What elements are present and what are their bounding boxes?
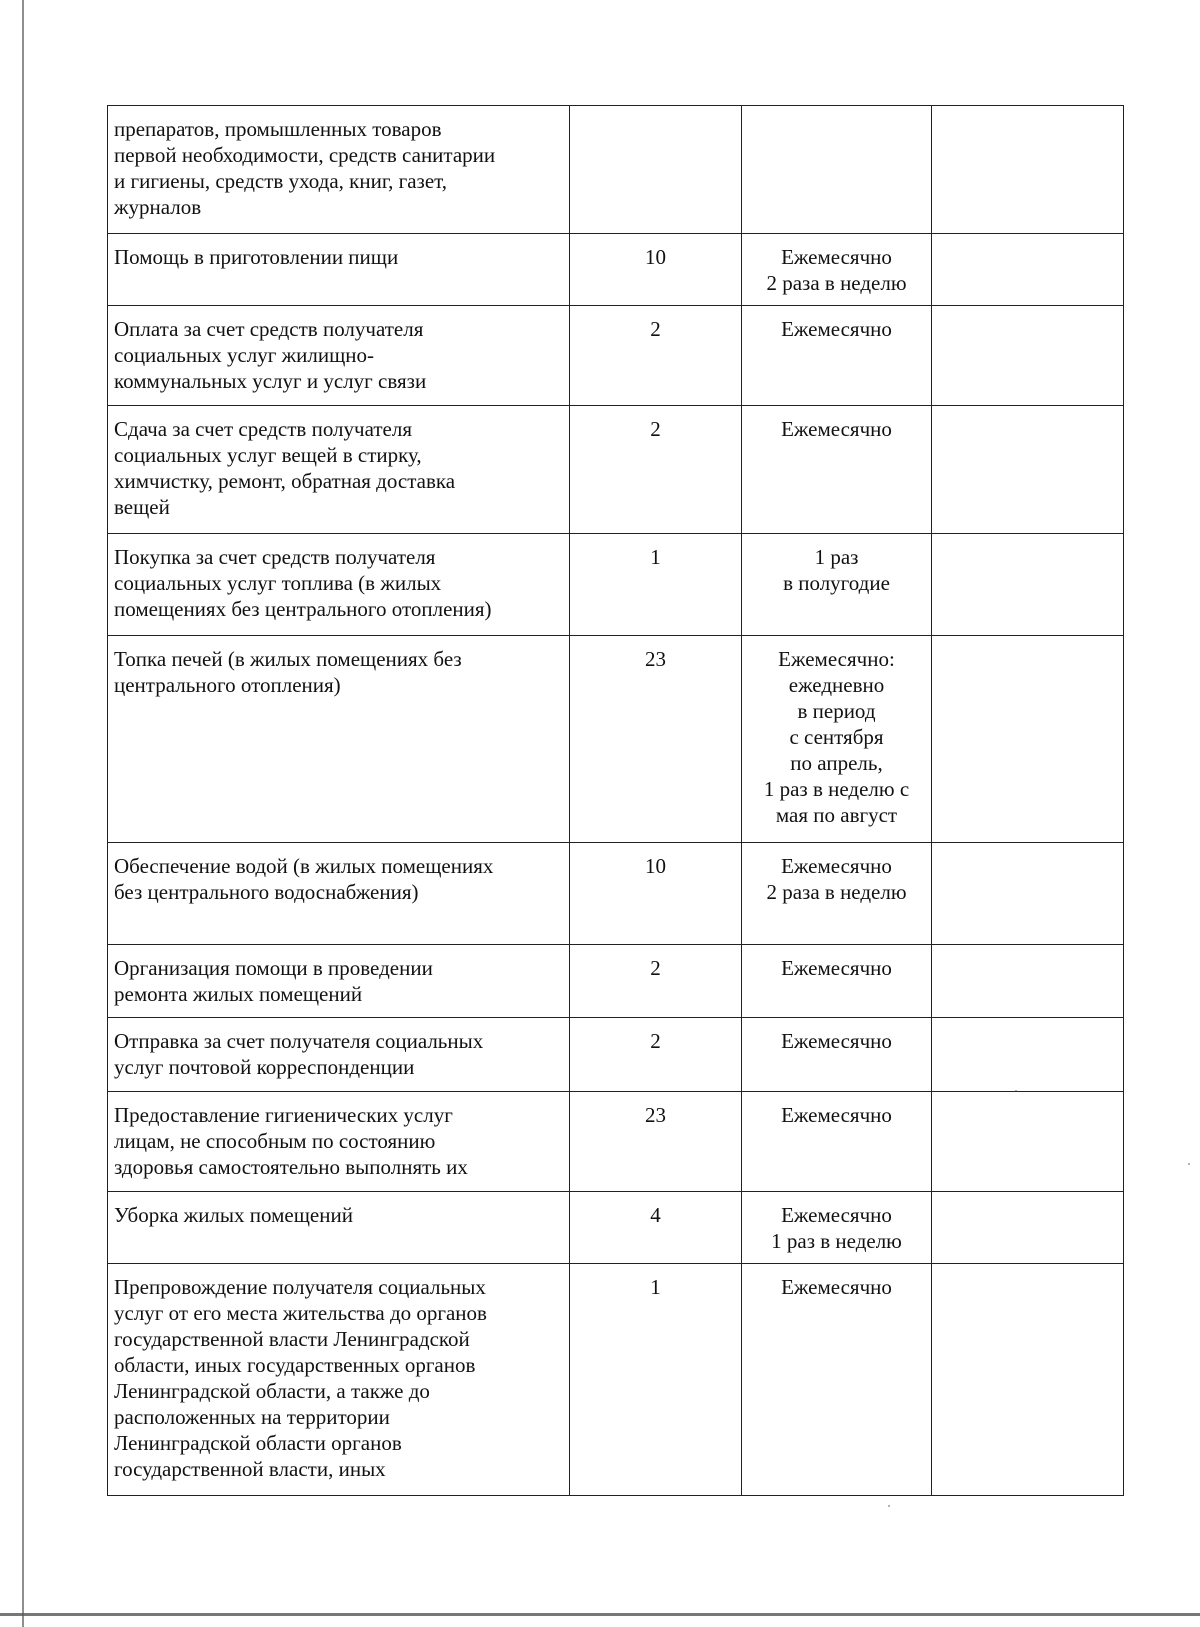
table-row [108, 636, 1124, 843]
table-row [108, 1018, 1124, 1092]
service-period-cell: Ежемесячно [742, 1092, 932, 1192]
service-count-cell: 10 [570, 843, 742, 945]
services-table-container [107, 105, 1123, 1496]
service-name-cell: Уборка жилых помещений [108, 1192, 570, 1264]
table-row [108, 534, 1124, 636]
empty-cell [932, 1264, 1124, 1496]
empty-cell [932, 406, 1124, 534]
service-name-cell: Обеспечение водой (в жилых помещениях без центрального водоснабжения) [108, 843, 570, 945]
service-count-cell: 1 [570, 534, 742, 636]
service-name-cell: Покупка за счет средств получателя социальных услуг топлива (в жилых помещениях без центрального отопления) [108, 534, 570, 636]
empty-cell [932, 106, 1124, 234]
service-period-cell: Ежемесячно [742, 406, 932, 534]
service-period-cell: Ежемесячно 2 раза в неделю [742, 843, 932, 945]
table-row [108, 843, 1124, 945]
service-period-cell: Ежемесячно 1 раз в неделю [742, 1192, 932, 1264]
service-period-cell: Ежемесячно [742, 1264, 932, 1496]
table-row [108, 306, 1124, 406]
service-period-cell [742, 106, 932, 234]
service-count-cell: 4 [570, 1192, 742, 1264]
service-period-cell: Ежемесячно [742, 306, 932, 406]
scan-left-edge [22, 0, 24, 1627]
service-count-cell: 2 [570, 1018, 742, 1092]
empty-cell [932, 306, 1124, 406]
empty-cell [932, 234, 1124, 306]
service-count-cell [570, 106, 742, 234]
table-row [108, 1264, 1124, 1496]
service-count-cell: 2 [570, 945, 742, 1018]
empty-cell [932, 636, 1124, 843]
service-name-cell: Организация помощи в проведении ремонта жилых помещений [108, 945, 570, 1018]
empty-cell [932, 534, 1124, 636]
empty-cell [932, 945, 1124, 1018]
scan-speck [888, 1505, 890, 1507]
empty-cell [932, 1092, 1124, 1192]
table-row [108, 406, 1124, 534]
service-period-cell: Ежемесячно: ежедневно в период с сентября по апрель, 1 раз в неделю с мая по август [742, 636, 932, 843]
table-row [108, 106, 1124, 234]
service-name-cell: Помощь в приготовлении пищи [108, 234, 570, 306]
service-name-cell: Оплата за счет средств получателя социальных услуг жилищно- коммунальных услуг и услуг связи [108, 306, 570, 406]
service-period-cell: Ежемесячно 2 раза в неделю [742, 234, 932, 306]
service-count-cell: 23 [570, 636, 742, 843]
service-period-cell: Ежемесячно [742, 1018, 932, 1092]
services-table [107, 105, 1124, 1496]
empty-cell [932, 843, 1124, 945]
scan-speck [1188, 1163, 1190, 1165]
table-row [108, 1092, 1124, 1192]
service-count-cell: 10 [570, 234, 742, 306]
table-row [108, 1192, 1124, 1264]
service-name-cell: Отправка за счет получателя социальных услуг почтовой корреспонденции [108, 1018, 570, 1092]
service-name-cell: Сдача за счет средств получателя социальных услуг вещей в стирку, химчистку, ремонт, обратная доставка вещей [108, 406, 570, 534]
service-name-cell: Препровождение получателя социальных услуг от его места жительства до органов государственной власти Ленинградской области, иных государственных органов Ленинградской области, а также до расположенных на территории Ленинградской области органов государственной власти, иных [108, 1264, 570, 1496]
service-period-cell: 1 раз в полугодие [742, 534, 932, 636]
table-row [108, 945, 1124, 1018]
service-count-cell: 2 [570, 406, 742, 534]
service-count-cell: 1 [570, 1264, 742, 1496]
scan-bottom-edge [0, 1613, 1200, 1616]
table-row [108, 234, 1124, 306]
empty-cell [932, 1018, 1124, 1092]
service-name-cell: препаратов, промышленных товаров первой необходимости, средств санитарии и гигиены, средств ухода, книг, газет, журналов [108, 106, 570, 234]
empty-cell [932, 1192, 1124, 1264]
service-name-cell: Предоставление гигиенических услуг лицам, не способным по состоянию здоровья самостоятельно выполнять их [108, 1092, 570, 1192]
service-period-cell: Ежемесячно [742, 945, 932, 1018]
service-count-cell: 2 [570, 306, 742, 406]
service-count-cell: 23 [570, 1092, 742, 1192]
service-name-cell: Топка печей (в жилых помещениях без центрального отопления) [108, 636, 570, 843]
